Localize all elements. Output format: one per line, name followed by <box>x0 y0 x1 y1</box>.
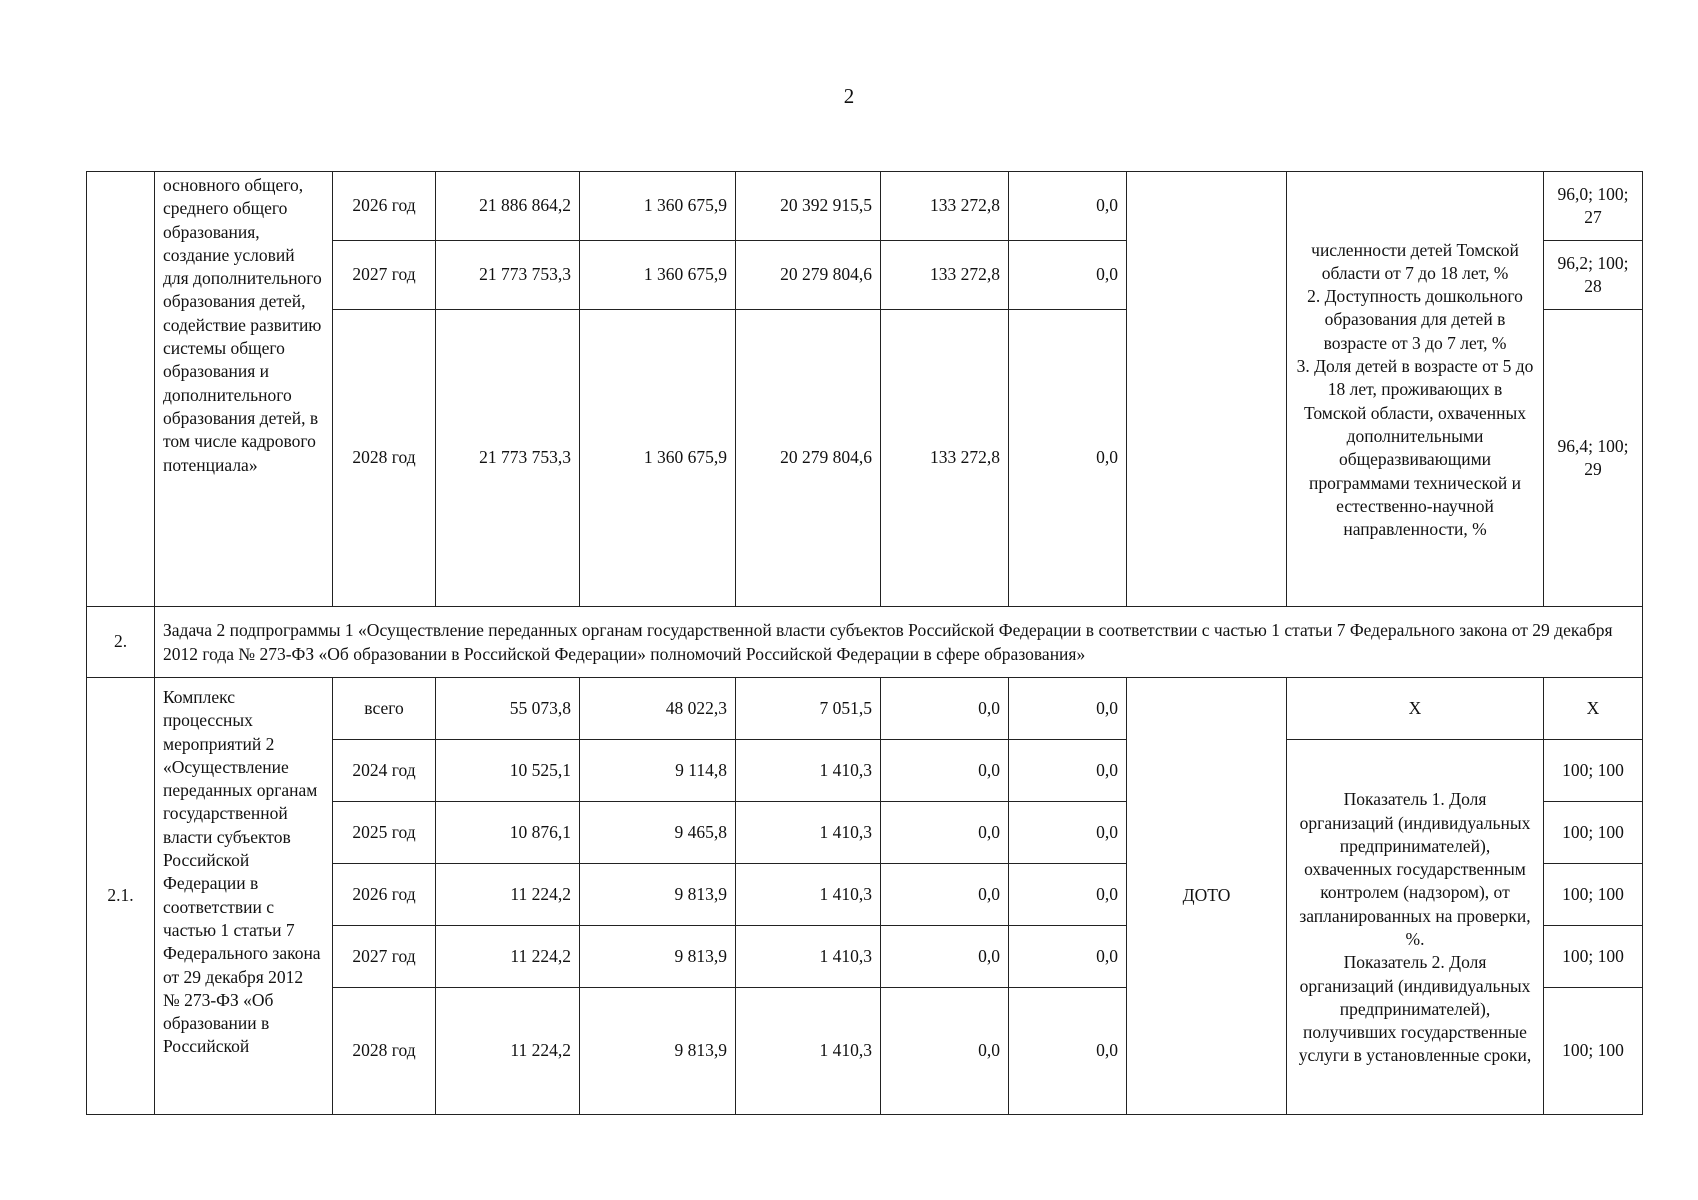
total-cell: 10 525,1 <box>436 740 580 802</box>
regional-cell: 20 279 804,6 <box>736 241 881 310</box>
regional-cell: 7 051,5 <box>736 678 881 740</box>
local-cell: 0,0 <box>881 988 1009 1115</box>
table-row <box>87 678 1643 740</box>
indicator-value-cell: 100; 100 <box>1544 926 1643 988</box>
local-cell: 133 272,8 <box>881 172 1009 241</box>
total-cell: 11 224,2 <box>436 864 580 926</box>
regional-cell: 1 410,3 <box>736 926 881 988</box>
total-cell: 10 876,1 <box>436 802 580 864</box>
task-row <box>87 607 1643 678</box>
number-cell: 2.1. <box>87 678 155 1115</box>
other-cell: 0,0 <box>1009 241 1127 310</box>
indicator-value-cell: 96,0; 100; 27 <box>1544 172 1643 241</box>
regional-cell: 1 410,3 <box>736 988 881 1115</box>
other-cell: 0,0 <box>1009 802 1127 864</box>
table-row <box>87 172 1643 241</box>
total-cell: 55 073,8 <box>436 678 580 740</box>
task-text-cell: Задача 2 подпрограммы 1 «Осуществление переданных органам государственной власти субъектов Российской Федерации в соответствии с частью 1 статьи 7 Федерального закона от 29 декабря 2012 года № 273-ФЗ «Об образовании в Российской Федерации» полномочий Российской Федерации в сфере образования» <box>155 607 1643 678</box>
federal-cell: 9 813,9 <box>580 864 736 926</box>
program-table <box>86 171 1643 1115</box>
year-cell: 2024 год <box>333 740 436 802</box>
indicator-value-header-cell: X <box>1544 678 1643 740</box>
year-cell: 2028 год <box>333 988 436 1115</box>
other-cell: 0,0 <box>1009 678 1127 740</box>
federal-cell: 1 360 675,9 <box>580 241 736 310</box>
indicator-value-cell: 100; 100 <box>1544 988 1643 1115</box>
other-cell: 0,0 <box>1009 172 1127 241</box>
year-cell: всего <box>333 678 436 740</box>
federal-cell: 1 360 675,9 <box>580 310 736 607</box>
measure-title-cell: основного общего, среднего общего образования, создание условий для дополнительного образования детей, содействие развитию системы общего образования и дополнительного образования детей, в том числе кадрового потенциала» <box>155 172 333 607</box>
number-cell <box>87 172 155 607</box>
year-cell: 2028 год <box>333 310 436 607</box>
indicator-value-cell: 96,2; 100; 28 <box>1544 241 1643 310</box>
other-cell: 0,0 <box>1009 310 1127 607</box>
year-cell: 2027 год <box>333 241 436 310</box>
measure-title-cell: Комплекс процессных мероприятий 2 «Осуществление переданных органам государственной власти субъектов Российской Федерации в соответствии с частью 1 статьи 7 Федерального закона от 29 декабря 2012 № 273-ФЗ «Об образовании в Российской <box>155 678 333 1115</box>
local-cell: 0,0 <box>881 926 1009 988</box>
indicator-cell: Показатель 1. Доля организаций (индивидуальных предпринимателей), охваченных государственным контролем (надзором), от запланированных на проверки, %. Показатель 2. Доля организаций (индивидуальных предпринимателей), получивших государственные услуги в установленные сроки, <box>1287 740 1544 1115</box>
federal-cell: 9 465,8 <box>580 802 736 864</box>
federal-cell: 9 813,9 <box>580 988 736 1115</box>
regional-cell: 1 410,3 <box>736 864 881 926</box>
year-cell: 2025 год <box>333 802 436 864</box>
year-cell: 2026 год <box>333 172 436 241</box>
executor-cell <box>1127 172 1287 607</box>
federal-cell: 1 360 675,9 <box>580 172 736 241</box>
other-cell: 0,0 <box>1009 988 1127 1115</box>
other-cell: 0,0 <box>1009 740 1127 802</box>
indicator-value-cell: 100; 100 <box>1544 802 1643 864</box>
indicator-value-cell: 100; 100 <box>1544 864 1643 926</box>
federal-cell: 48 022,3 <box>580 678 736 740</box>
page-number: 2 <box>843 84 855 108</box>
indicator-value-cell: 100; 100 <box>1544 740 1643 802</box>
total-cell: 21 773 753,3 <box>436 310 580 607</box>
task-number-cell: 2. <box>87 607 155 678</box>
indicator-value-cell: 96,4; 100; 29 <box>1544 310 1643 607</box>
local-cell: 0,0 <box>881 678 1009 740</box>
indicator-header-cell: X <box>1287 678 1544 740</box>
total-cell: 21 773 753,3 <box>436 241 580 310</box>
regional-cell: 20 279 804,6 <box>736 310 881 607</box>
other-cell: 0,0 <box>1009 864 1127 926</box>
year-cell: 2027 год <box>333 926 436 988</box>
indicator-cell: численности детей Томской области от 7 до 18 лет, % 2. Доступность дошкольного образования для детей в возрасте от 3 до 7 лет, % 3. Доля детей в возрасте от 5 до 18 лет, проживающих в Томской области, охваченных дополнительными общеразвивающими программами технической и естественно-научной направленности, % <box>1287 172 1544 607</box>
federal-cell: 9 813,9 <box>580 926 736 988</box>
regional-cell: 1 410,3 <box>736 740 881 802</box>
executor-cell: ДОТО <box>1127 678 1287 1115</box>
local-cell: 133 272,8 <box>881 241 1009 310</box>
total-cell: 11 224,2 <box>436 988 580 1115</box>
total-cell: 11 224,2 <box>436 926 580 988</box>
regional-cell: 20 392 915,5 <box>736 172 881 241</box>
local-cell: 0,0 <box>881 740 1009 802</box>
other-cell: 0,0 <box>1009 926 1127 988</box>
local-cell: 0,0 <box>881 864 1009 926</box>
local-cell: 0,0 <box>881 802 1009 864</box>
total-cell: 21 886 864,2 <box>436 172 580 241</box>
local-cell: 133 272,8 <box>881 310 1009 607</box>
federal-cell: 9 114,8 <box>580 740 736 802</box>
regional-cell: 1 410,3 <box>736 802 881 864</box>
year-cell: 2026 год <box>333 864 436 926</box>
